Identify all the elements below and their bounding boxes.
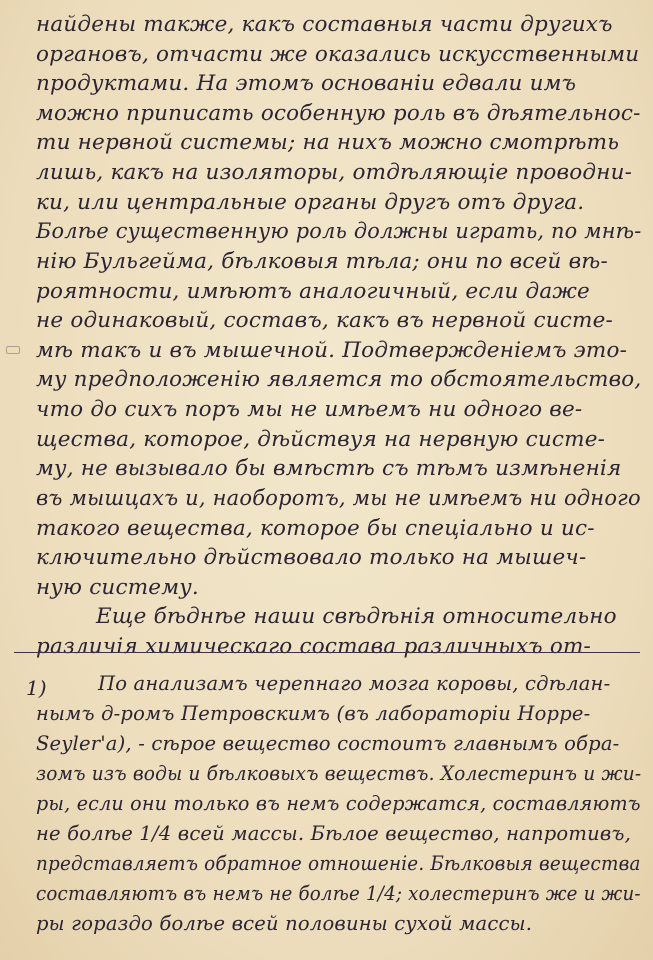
- footnote-line: представляетъ обратное отношеніе. Бѣлковыя вещества: [36, 852, 641, 875]
- main-line: въ мышцахъ и, наоборотъ, мы не имѣемъ ни одного: [36, 486, 641, 511]
- main-line: органовъ, отчасти же оказались искусственными: [36, 42, 640, 67]
- main-line: найдены также, какъ составныя части другихъ: [36, 12, 613, 37]
- footnote-line: ры гораздо болѣе всей половины сухой массы.: [36, 912, 533, 935]
- main-line: продуктами. На этомъ основаніи едвали имъ: [36, 71, 577, 96]
- main-line: лишь, какъ на изоляторы, отдѣляющіе проводни-: [36, 160, 633, 185]
- footnote-line: составляютъ въ немъ не болѣе 1/4; холестеринъ же и жи-: [36, 882, 641, 905]
- main-line: мѣ такъ и въ мышечной. Подтвержденіемъ это-: [36, 338, 628, 363]
- main-line: ти нервной системы; на нихъ можно смотрѣть: [36, 130, 620, 155]
- main-line: ключительно дѣйствовало только на мышеч-: [36, 545, 587, 570]
- footnote-line: ры, если они только въ немъ содержатся, составляютъ: [36, 792, 641, 815]
- margin-mark: [6, 346, 20, 354]
- footnote-line: Seyler'a), - cѣрое вещество состоитъ главнымъ обра-: [36, 732, 620, 755]
- footnote-line: По анализамъ черепнаго мозга коровы, сдѣлан-: [98, 672, 611, 695]
- main-line: ную систему.: [36, 575, 199, 600]
- main-line: му предположенію является то обстоятельство,: [36, 367, 642, 392]
- footnote-marker: 1): [26, 676, 47, 700]
- main-line: не одинаковый, составъ, какъ въ нервной систе-: [36, 308, 613, 333]
- footnote-line: нымъ д-ромъ Петровскимъ (въ лабораторіи Норре-: [36, 702, 591, 725]
- main-line: такого вещества, которое бы спеціально и ис-: [36, 516, 595, 541]
- main-line: ки, или центральные органы другъ отъ друга.: [36, 190, 585, 215]
- main-line: можно приписать особенную роль въ дѣятельнос-: [36, 101, 641, 126]
- main-line: щества, которое, дѣйствуя на нервную систе-: [36, 427, 606, 452]
- main-line: роятности, имѣютъ аналогичный, если даже: [36, 279, 590, 304]
- footnote-line: зомъ изъ воды и бѣлковыхъ веществъ. Холестеринъ и жи-: [36, 762, 642, 785]
- main-line: что до сихъ поръ мы не имѣемъ ни одного ве-: [36, 397, 583, 422]
- footnote-line: не болѣе 1/4 всей массы. Бѣлое вещество, напротивъ,: [36, 822, 631, 845]
- main-line: нію Бульгейма, бѣлковыя тѣла; они по всей вѣ-: [36, 249, 608, 274]
- footnote-divider: [14, 652, 640, 653]
- main-line: Болѣе существенную роль должны играть, по мнѣ-: [36, 219, 642, 244]
- main-line: му, не вызывало бы вмѣстѣ съ тѣмъ измѣненія: [36, 456, 622, 481]
- main-line: Еще бѣднѣе наши свѣдѣнія относительно: [96, 604, 617, 629]
- main-line: различія химическаго состава различныхъ от-: [36, 634, 592, 659]
